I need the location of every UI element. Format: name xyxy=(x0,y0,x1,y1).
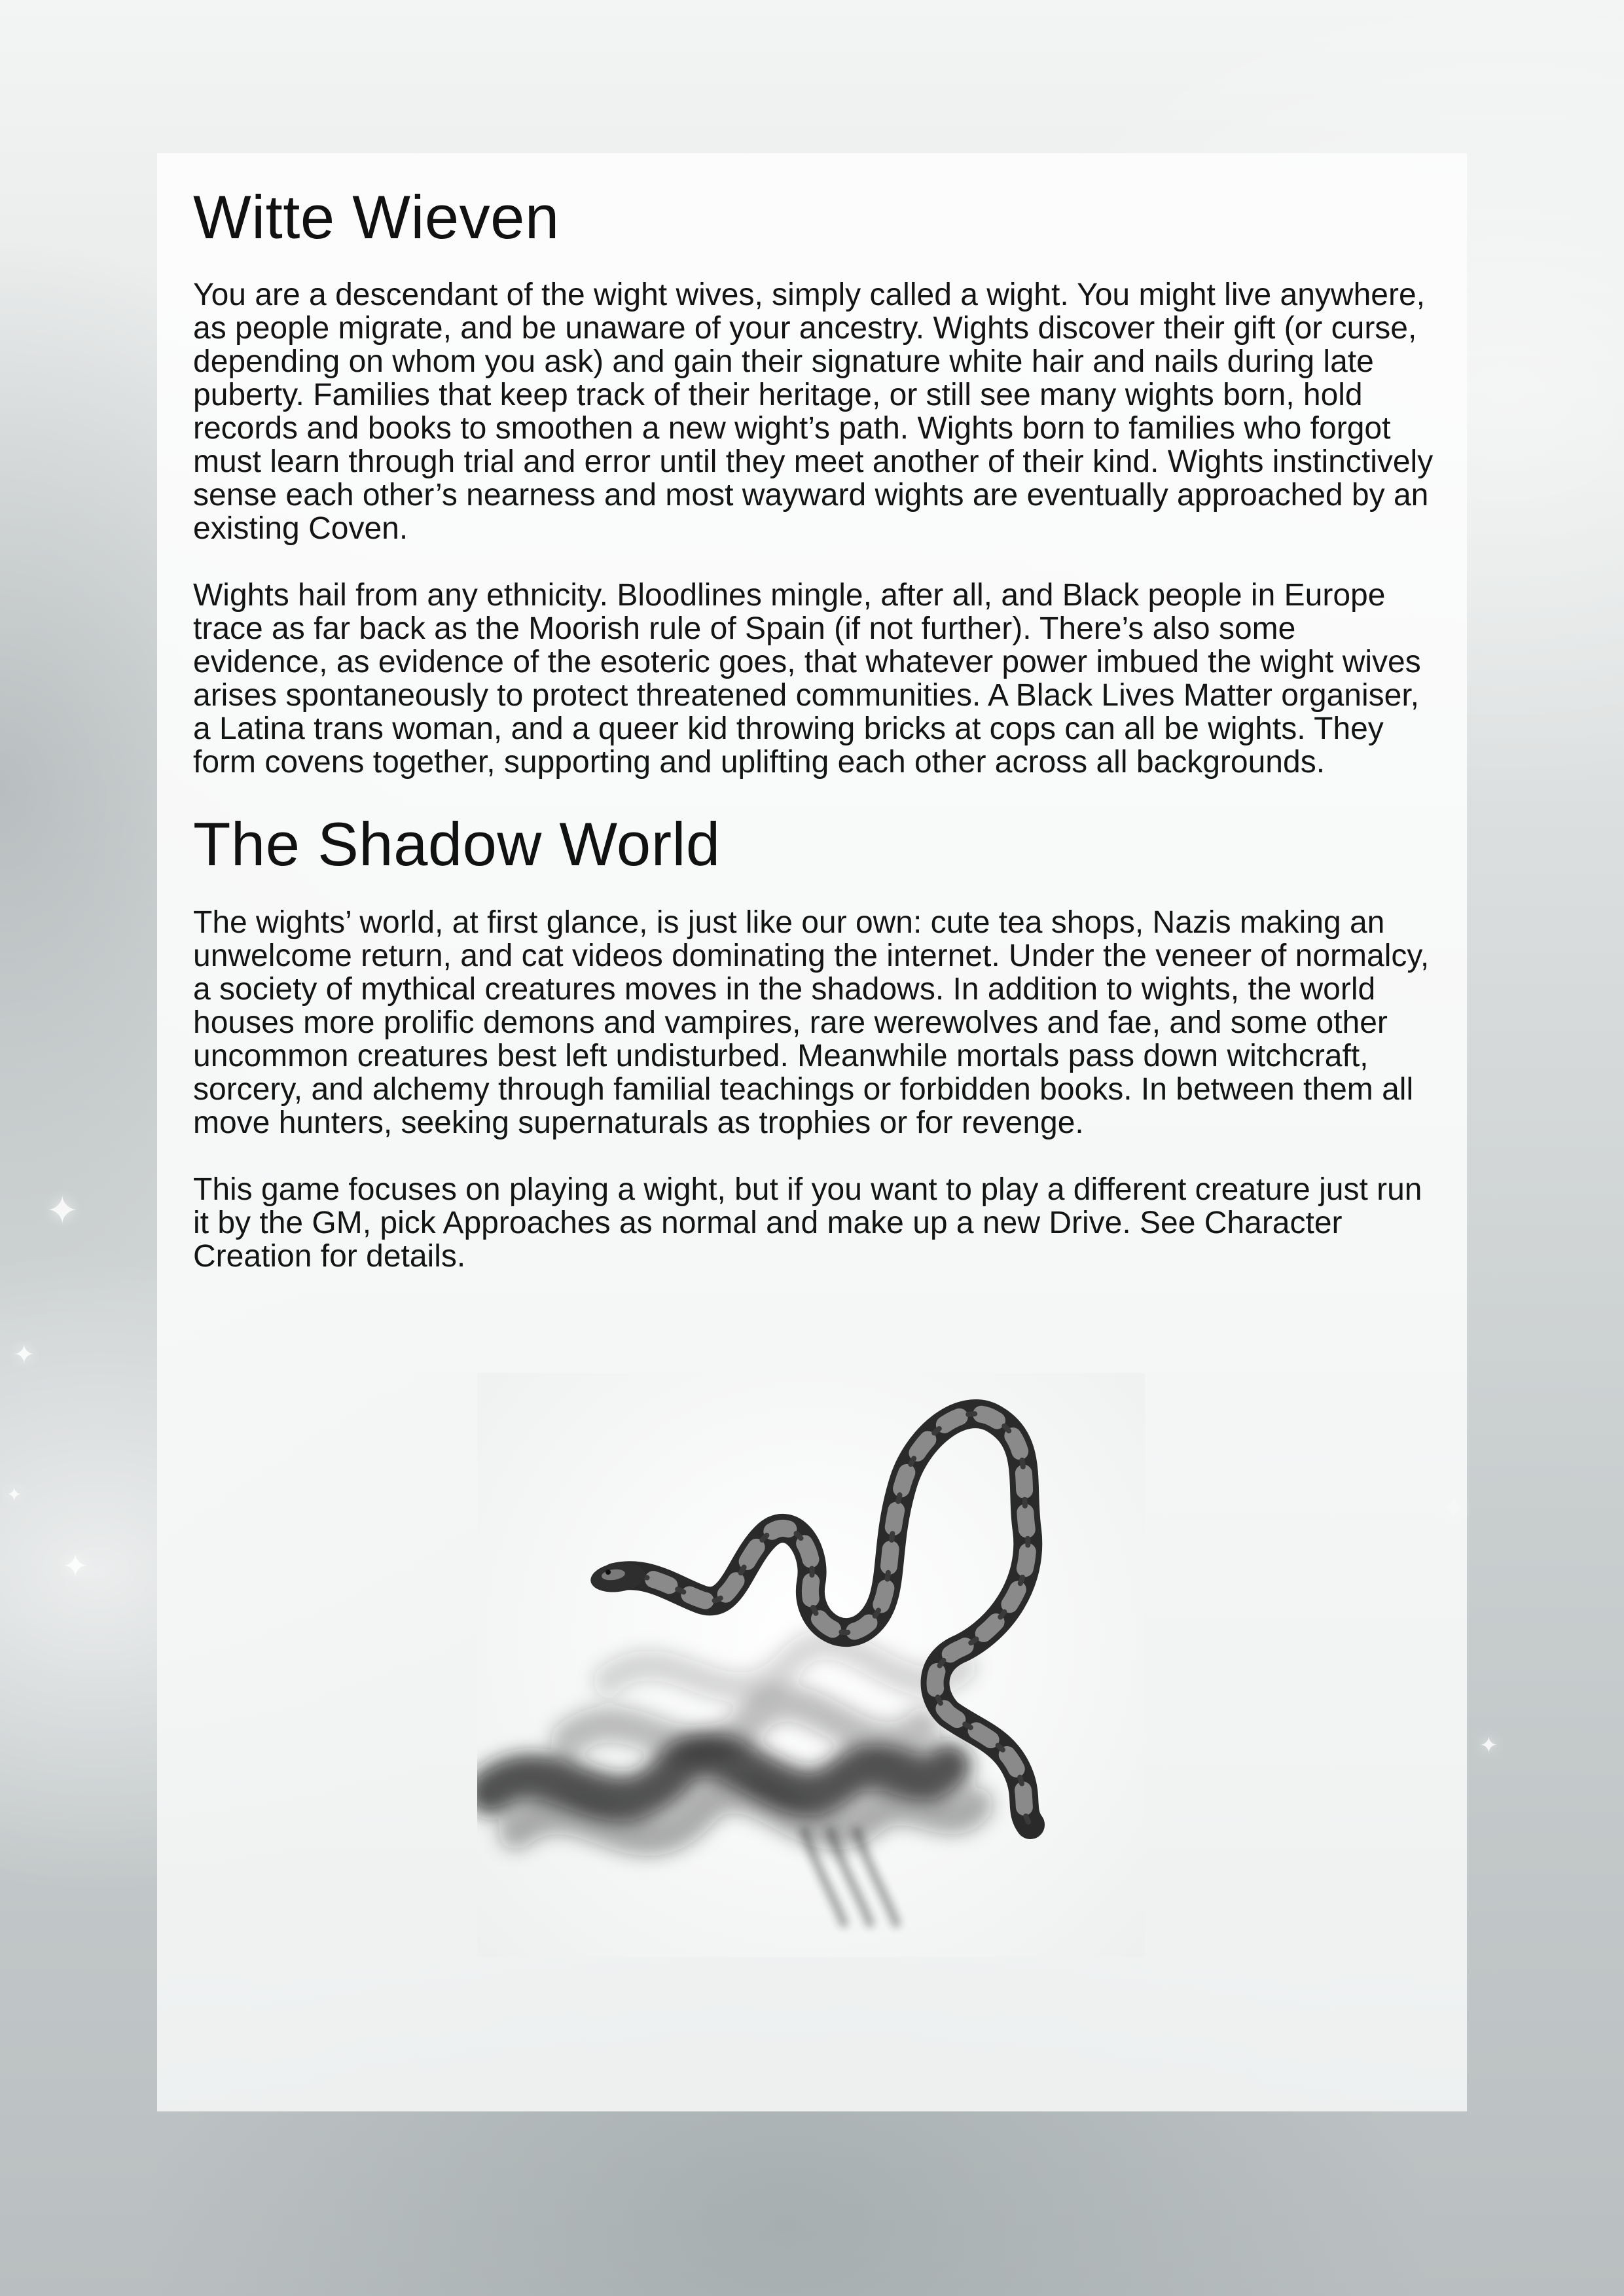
snake-illustration-icon xyxy=(477,1373,1145,1957)
section-heading-shadow-world: The Shadow World xyxy=(193,810,721,879)
paragraph-witte-wieven-1: You are a descendant of the wight wives, simply called a wight. You might live anywhere, as people migrate, and be unaware of your ancestry. Wights discover their gift (or curse, depending on whom you ask) and gain their signature white hair and nails during late puberty. Families that keep track of their heritage, or still see many wights born, hold records and books to smoothen a new wight’s path. Wights born to families who forgot must learn through trial and error until they meet another of their kind. Wights instinctively sense each other’s nearness and most wayward wights are eventually approached by an existing Coven. xyxy=(193,278,1434,547)
snake-illustration xyxy=(477,1373,1145,1957)
sparkle-icon: ✦ xyxy=(13,1340,35,1369)
motion-shadow xyxy=(490,1644,975,1838)
sparkle-icon: ✦ xyxy=(1479,1733,1498,1758)
paragraph-shadow-world-2: This game focuses on playing a wight, but if you want to play a different creature just run it by the GM, pick Approaches as normal and make up a new Drive. See Character Creation for details. xyxy=(193,1172,1422,1274)
sparkle-icon: ✦ xyxy=(7,1484,22,1505)
document-content xyxy=(193,177,1437,1273)
sparkle-icon: ✦ xyxy=(46,1189,79,1232)
sparkle-icon: ✦ xyxy=(62,1549,89,1584)
paragraph-witte-wieven-2: Wights hail from any ethnicity. Bloodlines mingle, after all, and Black people in Europe trace as far back as the Moorish rule of Spain (if not further). There’s also some evidence, as evidence of the esoteric goes, that whatever power imbued the wight wives arises spontaneously to protect threatened communities. A Black Lives Matter organiser, a Latina trans woman, and a queer kid throwing bricks at cops can all be wights. They form covens together, supporting and uplifting each other across all backgrounds. xyxy=(193,578,1421,780)
paragraph-shadow-world-1: The wights’ world, at first glance, is just like our own: cute tea shops, Nazis making an unwelcome return, and cat videos dominating the internet. Under the veneer of normalcy, a society of mythical creatures moves in the shadows. In addition to wights, the world houses more prolific demons and vampires, rare werewolves and fae, and some other uncommon creatures best left undisturbed. Meanwhile mortals pass down witchcraft, sorcery, and alchemy through familial teachings or forbidden books. In between them all move hunters, seeking supernaturals as trophies or for revenge. xyxy=(193,905,1430,1140)
section-heading-witte-wieven: Witte Wieven xyxy=(193,183,560,251)
